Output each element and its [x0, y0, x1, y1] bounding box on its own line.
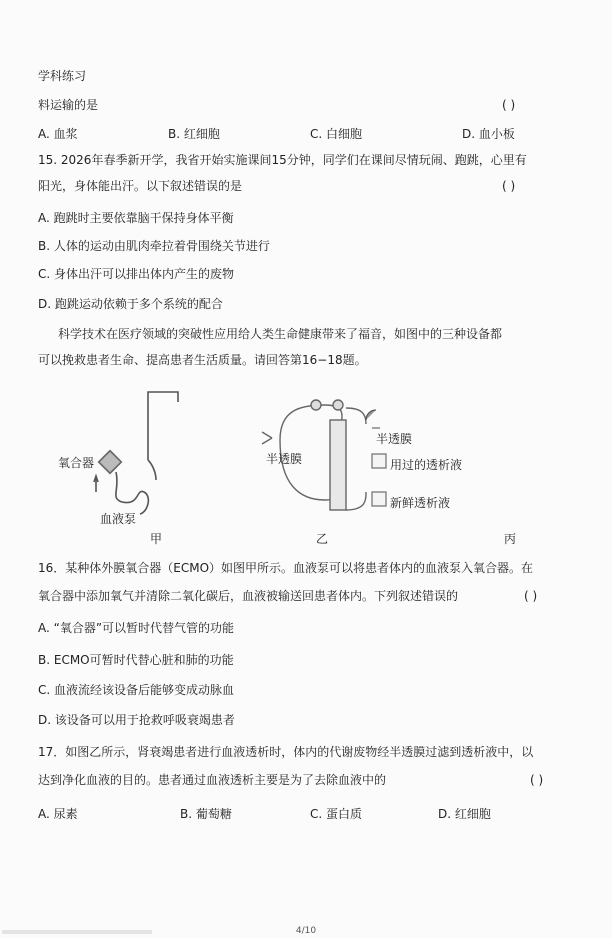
q15-option-d: D. 跑跳运动依赖于多个系统的配合: [38, 297, 223, 311]
q16-option-a: A. “氧合器”可以暂时代替气管的功能: [38, 621, 235, 635]
q14-option-d: D. 血小板: [462, 127, 515, 141]
figure-label-membrane-c: 半透膜: [376, 432, 413, 446]
q16-option-b: B. ECMO可暂时代替心脏和肺的功能: [38, 653, 234, 667]
q16-stem-line2: 氧合器中添加氧气并清除二氧化碳后，血液被输送回患者体内。下列叙述错误的: [38, 589, 459, 603]
intro-line1: 科学技术在医疗领域的突破性应用给人类生命健康带来了福音，如图中的三种设备都: [58, 327, 503, 341]
q16-option-c: C. 血液流经该设备后能够变成动脉血: [38, 683, 235, 697]
q17-stem-line1: 17．如图乙所示，肾衰竭患者进行血液透析时，体内的代谢废物经半透膜过滤到透析液中，以: [38, 745, 534, 759]
q17-option-d: D. 红细胞: [438, 807, 491, 821]
q14-stem-tail: 料运输的是: [38, 98, 99, 112]
q17-option-b: B. 葡萄糖: [180, 807, 232, 821]
figure-caption-a: 甲: [150, 532, 163, 546]
q15-stem-line1: 15. 2026年春季新开学，我省开始实施课间15分钟，同学们在课间尽情玩闹、跑跳，心里有: [38, 153, 527, 167]
q14-option-a: A. 血浆: [38, 127, 78, 141]
figure-label-pump: 血液泵: [100, 512, 137, 526]
q16-option-d: D. 该设备可以用于抢救呼吸衰竭患者: [38, 713, 235, 727]
q14-answer-bracket: ( ): [502, 98, 516, 112]
q15-option-c: C. 身体出汗可以排出体内产生的废物: [38, 267, 235, 281]
q15-option-b: B. 人体的运动由肌肉牵拉着骨围绕关节进行: [38, 239, 270, 253]
figure-label-membrane-b: 半透膜: [266, 452, 303, 466]
figure-caption-b: 乙: [316, 532, 329, 546]
page-number: 4/10: [295, 926, 317, 936]
figure-caption-c: 丙: [504, 532, 517, 546]
membrane-legend: [366, 410, 386, 506]
q16-answer-bracket: ( ): [524, 589, 538, 603]
q15-option-a: A. 跑跳时主要依靠脑干保持身体平衡: [38, 211, 234, 225]
figure-label-used-fluid: 用过的透析液: [390, 458, 463, 472]
intro-line2: 可以挽救患者生命、提高患者生活质量。请回答第16−18题。: [38, 353, 367, 367]
q17-option-c: C. 蛋白质: [310, 807, 363, 821]
q17-answer-bracket: ( ): [530, 773, 544, 787]
q17-options: [38, 806, 578, 822]
page-header: 学科练习: [38, 69, 87, 83]
q14-option-c: C. 白细胞: [310, 127, 363, 141]
q14-option-b: B. 红细胞: [168, 127, 220, 141]
figure-label-oxygenator: 氧合器: [58, 456, 95, 470]
q15-answer-bracket: ( ): [502, 179, 516, 193]
device-figure: [40, 380, 580, 545]
q17-stem-line2: 达到净化血液的目的。患者通过血液透析主要是为了去除血液中的: [38, 773, 387, 787]
q14-options: [38, 126, 578, 142]
q15-stem-line2: 阳光，身体能出汗。以下叙述错误的是: [38, 179, 243, 193]
figure-label-fresh-fluid: 新鲜透析液: [390, 496, 451, 510]
q16-stem-line1: 16．某种体外膜氧合器（ECMO）如图甲所示。血液泵可以将患者体内的血液泵入氧合器。在: [38, 561, 534, 575]
ecmo-diagram: [94, 392, 178, 514]
q17-option-a: A. 尿素: [38, 807, 78, 821]
